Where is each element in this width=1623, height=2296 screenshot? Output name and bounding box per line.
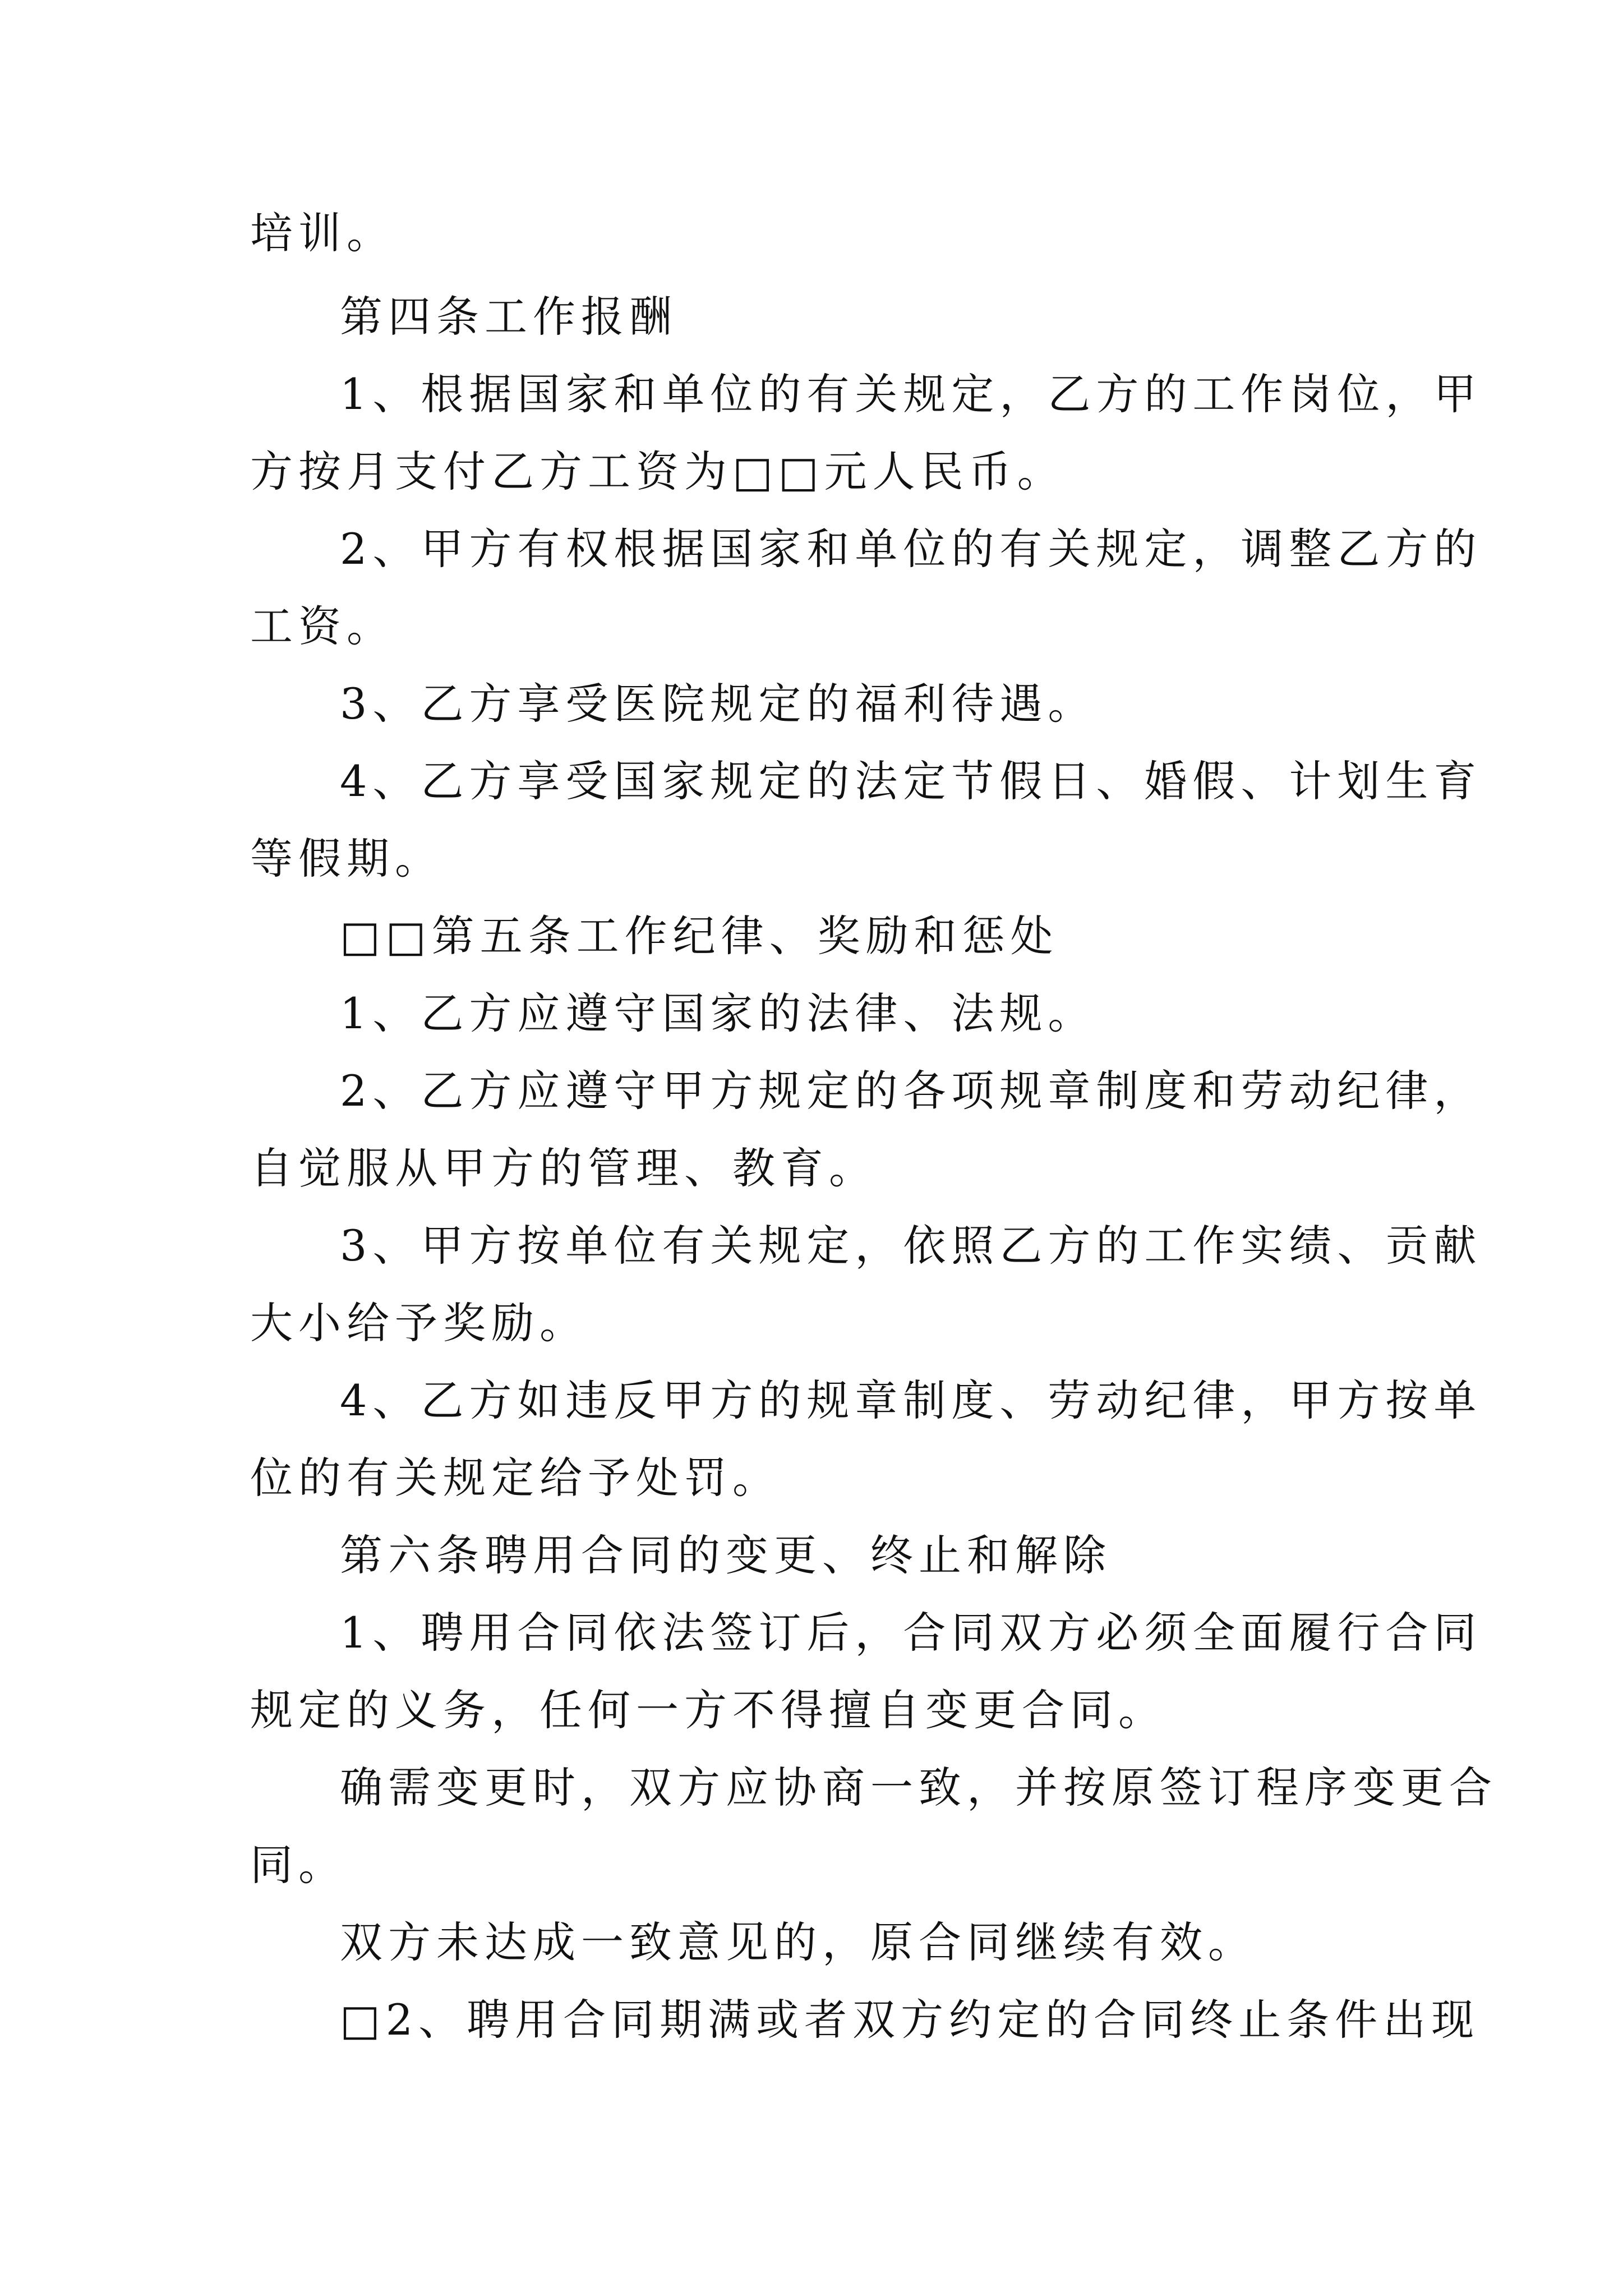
text-line: 大小给予奖励。 [250, 1298, 588, 1348]
section-heading: 第四条工作报酬 [340, 292, 677, 342]
text-line: 方按月支付乙方工资为□□元人民币。 [250, 447, 1066, 496]
text-line: 2、甲方有权根据国家和单位的有关规定，调整乙方的 [340, 524, 1482, 574]
text-line: 3、甲方按单位有关规定，依照乙方的工作实绩、贡献 [340, 1221, 1482, 1271]
text-line: 确需变更时，双方应协商一致，并按原签订程序变更合 [340, 1763, 1497, 1812]
text-line: 1、乙方应遵守国家的法律、法规。 [340, 988, 1096, 1038]
text-line: 3、乙方享受医院规定的福利待遇。 [340, 679, 1096, 729]
text-line: 1、根据国家和单位的有关规定，乙方的工作岗位，甲 [340, 369, 1482, 419]
text-line: 同。 [250, 1840, 347, 1890]
text-line: 培训。 [250, 208, 395, 258]
text-line: 自觉服从甲方的管理、教育。 [250, 1143, 877, 1193]
text-line: □2、聘用合同期满或者双方约定的合同终止条件出现 [340, 1995, 1480, 2045]
section-heading: 第六条聘用合同的变更、终止和解除 [340, 1530, 1112, 1580]
section-heading: □□第五条工作纪律、奖励和惩处 [340, 911, 1059, 961]
text-line: 4、乙方享受国家规定的法定节假日、婚假、计划生育 [340, 756, 1482, 806]
text-line: 规定的义务，任何一方不得擅自变更合同。 [250, 1685, 1166, 1735]
text-line: 位的有关规定给予处罚。 [250, 1453, 781, 1503]
text-line: 双方未达成一致意见的，原合同继续有效。 [340, 1917, 1256, 1967]
text-line: 4、乙方如违反甲方的规章制度、劳动纪律，甲方按单 [340, 1375, 1482, 1425]
text-line: 2、乙方应遵守甲方规定的各项规章制度和劳动纪律， [340, 1066, 1482, 1116]
text-line: 等假期。 [250, 834, 443, 884]
text-line: 1、聘用合同依法签订后，合同双方必须全面履行合同 [340, 1608, 1482, 1658]
text-line: 工资。 [250, 601, 395, 651]
